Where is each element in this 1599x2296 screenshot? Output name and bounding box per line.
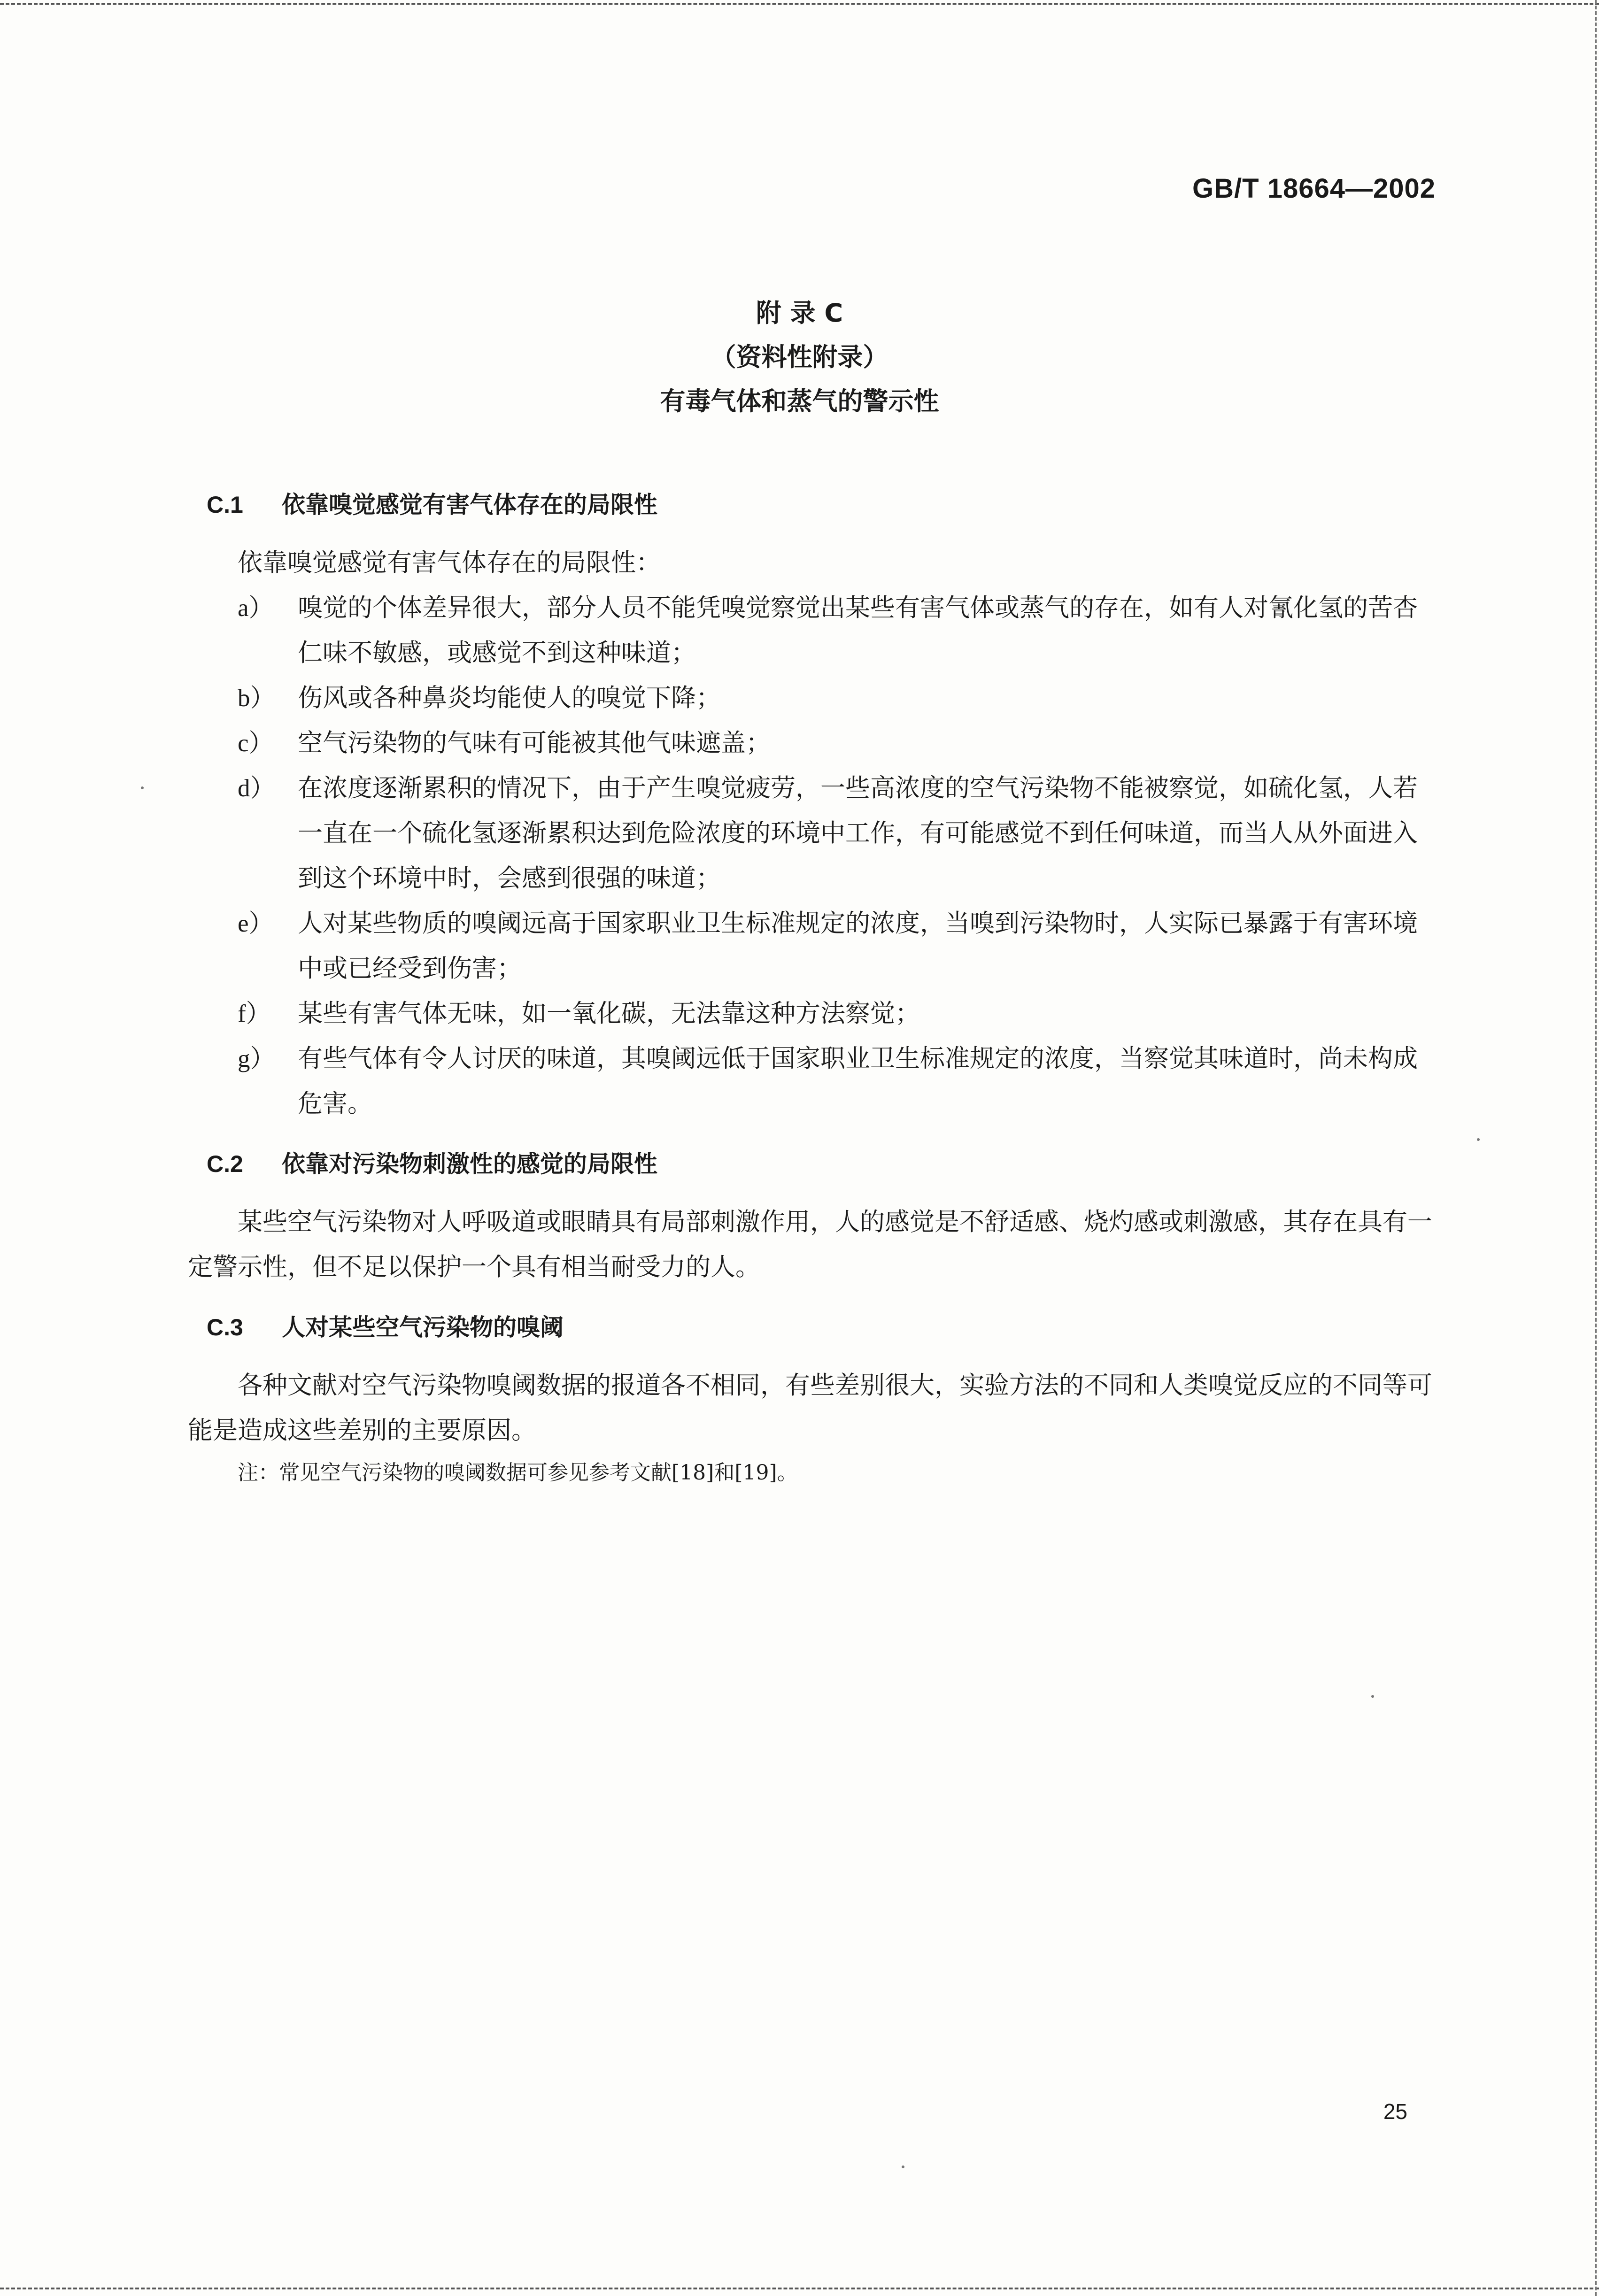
section-c3-title (207, 1309, 1437, 1346)
scan-speck (1477, 1138, 1480, 1141)
list-text: 伤风或各种鼻炎均能使人的嗅觉下降； (298, 684, 721, 712)
list-item-d (238, 766, 1437, 901)
document-code: GB/T 18664—2002 (1192, 173, 1436, 204)
list-text: 某些有害气体无味，如一氧化碳，无法靠这种方法察觉； (298, 999, 920, 1028)
section-number: C.2 (207, 1151, 243, 1177)
section-c2-title (207, 1145, 1437, 1183)
section-heading: 人对某些空气污染物的嗅阈 (282, 1314, 564, 1341)
scan-edge-top (0, 3, 1599, 5)
section-c2-paragraph: 某些空气污染物对人呼吸道或眼睛具有局部刺激作用，人的感觉是不舒适感、烧灼感或刺激感，其存在具有一定警示性，但不足以保护一个具有相当耐受力的人。 (188, 1208, 1432, 1281)
list-item-a (238, 586, 1437, 676)
list-marker: f） (238, 1000, 271, 1027)
list-text: 嗅觉的个体差异很大，部分人员不能凭嗅觉察觉出某些有害气体或蒸气的存在，如有人对氰化氢的苦杏仁味不敏感，或感觉不到这种味道； (298, 593, 1418, 667)
scan-edge-bottom (0, 2288, 1599, 2289)
list-text: 在浓度逐渐累积的情况下，由于产生嗅觉疲劳，一些高浓度的空气污染物不能被察觉，如硫化氢，人若一直在一个硫化氢逐渐累积达到危险浓度的环境中工作，有可能感觉不到任何味道，而当人从外面进入到这个环境中时，会感到很强的味道； (298, 774, 1418, 893)
list-marker: c） (238, 730, 274, 757)
list-item-g (238, 1036, 1437, 1126)
appendix-subtitle: （资料性附录） (711, 342, 888, 372)
list-text: 空气污染物的气味有可能被其他气味遮盖； (298, 729, 771, 757)
list-marker: a） (238, 594, 274, 622)
section-c1-title (207, 486, 1437, 524)
list-item-f (238, 991, 1437, 1036)
list-item-e (238, 901, 1437, 991)
section-heading: 依靠对污染物刺激性的感觉的局限性 (282, 1150, 657, 1178)
section-c3-note: 注：常见空气污染物的嗅阈数据可参见参考文献[18]和[19]。 (238, 1461, 798, 1485)
section-c1-lead: 依靠嗅觉感觉有害气体存在的局限性： (238, 548, 661, 577)
list-marker: e） (238, 910, 274, 937)
appendix-name: 有毒气体和蒸气的警示性 (660, 386, 939, 416)
section-number: C.1 (207, 492, 243, 518)
list-text: 有些气体有令人讨厌的味道，其嗅阈远低于国家职业卫生标准规定的浓度，当察觉其味道时，尚未构成危害。 (298, 1044, 1418, 1118)
scan-speck (1371, 1695, 1374, 1698)
list-marker: b） (238, 685, 275, 712)
page-number: 25 (1383, 2099, 1407, 2124)
list-item-b (238, 676, 1437, 721)
list-marker: d） (238, 775, 275, 802)
section-heading: 依靠嗅觉感觉有害气体存在的局限性 (282, 491, 657, 518)
list-marker: g） (238, 1045, 275, 1072)
appendix-title: 附 录 C (756, 298, 843, 328)
appendix-heading (0, 291, 1599, 424)
list-text: 人对某些物质的嗅阈远高于国家职业卫生标准规定的浓度，当嗅到污染物时，人实际已暴露于有害环境中或已经受到伤害； (298, 909, 1418, 983)
main-content (188, 486, 1437, 1493)
section-c3-paragraph: 各种文献对空气污染物嗅阈数据的报道各不相同，有些差别很大，实验方法的不同和人类嗅觉反应的不同等可能是造成这些差别的主要原因。 (188, 1371, 1432, 1445)
section-number: C.3 (207, 1314, 243, 1341)
scan-speck (902, 2165, 904, 2168)
scan-speck (141, 786, 144, 789)
list-item-c (238, 721, 1437, 766)
